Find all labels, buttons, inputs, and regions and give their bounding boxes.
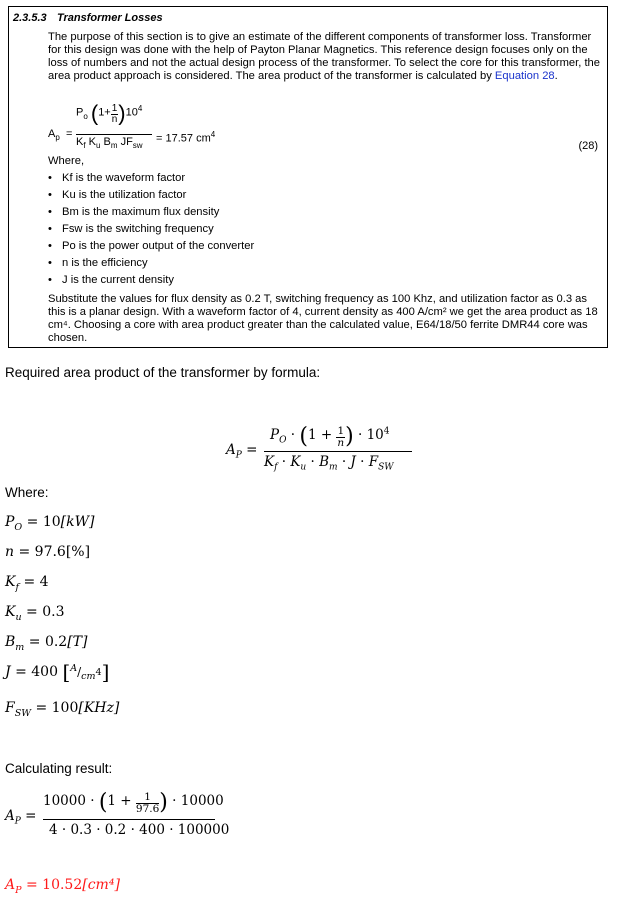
result-line: $A_P = 10.52[cm^4]$: [5, 877, 120, 896]
calculation-formula: [5, 788, 230, 844]
param-j: J = 400 $[^A/_{cm^4}]$: [5, 660, 110, 684]
eq-lhs: $A_p$: [48, 128, 60, 143]
bullet-icon: •: [48, 240, 52, 252]
formula-lhs: $A_P$ =: [226, 442, 258, 461]
eq-denominator: $K_f$ $K_u$ $B_m$ $JF_{sw}$: [76, 136, 143, 151]
bullet-icon: •: [48, 274, 52, 286]
conclusion-paragraph: Substitute the values for flux density as 0.2 T, switching frequency as 100 Khz, and utilization factor as 0.3 as this is a planar design. With a waveform factor of 4, current density as 400 A/cm² we get the area product as 18 cm⁴. Choosing a core with area product greater than the calculated value, E64/18/50 ferrite DMR44 core was chosen.: [48, 293, 598, 344]
eq-number: (28): [578, 140, 598, 152]
section-number: 2.3.5.3: [13, 12, 47, 24]
area-product-equation: [48, 100, 608, 156]
formula-fraction-bar: [264, 451, 412, 452]
excerpt-box: [8, 6, 608, 348]
bullet-icon: •: [48, 172, 52, 184]
param-bm: $B_m = 0.2[T]$: [5, 634, 88, 653]
section-heading: [13, 12, 163, 25]
intro-paragraph: The purpose of this section is to give an estimate of the different components of transformer loss. Transformer for this design was done with the help of Payton Planar Magnetics. This reference design focuses only on the loss of numbers and not the actual design process of the transformer. To select the core for this transformer, the area product approach is considered. The area product of the transformer is calculated by Equation 28.: [48, 31, 600, 82]
section-title: Transformer Losses: [57, 12, 163, 24]
equation-link[interactable]: Equation 28: [494, 70, 555, 82]
definition-list: [48, 172, 254, 291]
area-product-formula: [226, 424, 396, 484]
eq-result: = 17.57 $cm^4$: [156, 130, 216, 145]
bullet-icon: •: [48, 206, 52, 218]
param-fsw: $F_{SW} = 100[KHz]$: [5, 700, 120, 719]
bullet-icon: •: [48, 257, 52, 269]
calc-lhs: $A_P$ =: [5, 808, 37, 827]
bullet-icon: •: [48, 189, 52, 201]
param-n: n = 97.6[%]: [5, 544, 91, 560]
required-area-text: Required area product of the transformer by formula:: [5, 365, 321, 380]
param-ku: $K_u = 0.3$: [5, 604, 65, 623]
list-item: • Ku is the utilization factor: [48, 189, 187, 201]
intro-text: The purpose of this section is to give an estimate of the different components of transformer loss. Transformer for this design was done with the help of Payton Planar Magnetics. This reference design focuses only on the loss of numbers and not the actual design process of the transformer. To select the core for this transformer, the area product approach is considered. The area product of the transformer is calculated by: [48, 31, 600, 82]
param-kf: $K_f = 4$: [5, 574, 49, 593]
where-text: Where:: [5, 485, 49, 500]
eq-numerator: $P_o$ (1+ $\frac{1}{n}$ )$10^4$: [76, 100, 143, 126]
list-item: • J is the current density: [48, 274, 174, 286]
list-item: • Po is the power output of the converter: [48, 240, 255, 252]
eq-fraction-bar: [76, 134, 152, 135]
calculating-text: Calculating result:: [5, 761, 113, 776]
where-label: Where,: [48, 155, 85, 167]
list-item: • n is the efficiency: [48, 257, 148, 269]
param-po: $P_O = 10[kW]$: [5, 514, 95, 533]
list-item: • Bm is the maximum flux density: [48, 206, 220, 218]
list-item: • Kf is the waveform factor: [48, 172, 186, 184]
formula-numerator: $P_O \cdot (1$ + $\frac{1}{n}$ ) · $10^4$: [270, 424, 390, 449]
bullet-icon: •: [48, 223, 52, 235]
eq-equals: =: [66, 128, 73, 140]
calc-fraction-bar: [43, 819, 215, 820]
calc-denominator: 4 · 0.3 · 0.2 · 400 · 100000: [49, 822, 230, 838]
calc-numerator: 10000 · (1 + $\frac{1}{97.6}$ ) · 10000: [43, 790, 224, 815]
list-item: • Fsw is the switching frequency: [48, 223, 214, 235]
formula-denominator: $K_f \cdot K_u \cdot B_m \cdot J \cdot F_{SW}$: [264, 454, 394, 473]
